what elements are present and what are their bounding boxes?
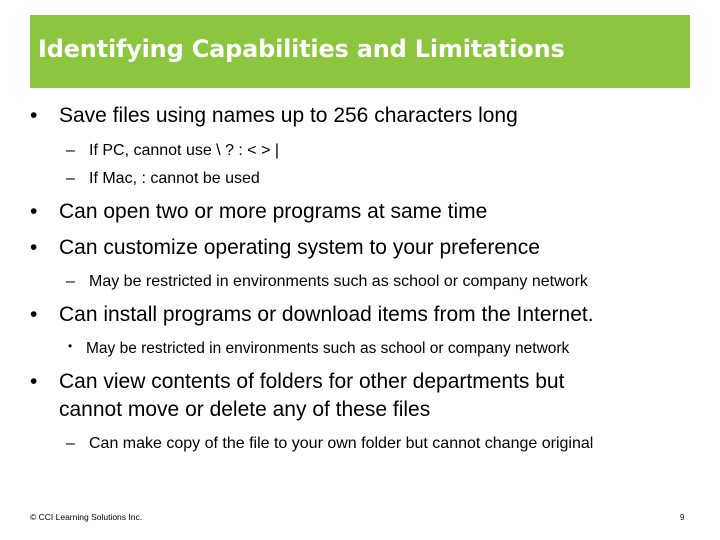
bullet-text: Can install programs or download items from the Internet.: [59, 303, 594, 326]
footer-copyright: © CCI Learning Solutions Inc.: [30, 512, 143, 522]
bullet-marker: •: [30, 303, 38, 326]
sub-bullet-marker: –: [66, 142, 75, 159]
bullet-marker: •: [30, 236, 38, 259]
sub-sub-bullet-marker: •: [68, 339, 73, 353]
page-number: 9: [680, 513, 685, 522]
bullet-marker: •: [30, 104, 38, 127]
bullet-text: Save files using names up to 256 characters long: [59, 104, 518, 127]
bullet-marker: •: [30, 200, 38, 223]
bullet-text-continuation: cannot move or delete any of these files: [59, 398, 431, 421]
bullet-text: Can customize operating system to your preference: [59, 236, 540, 259]
sub-bullet-text: If Mac, : cannot be used: [89, 170, 260, 187]
sub-bullet-marker: –: [66, 170, 75, 187]
title-bar: [30, 15, 690, 88]
sub-bullet-text: If PC, cannot use \ ? : < > |: [89, 142, 280, 159]
bullet-text: Can view contents of folders for other departments but: [59, 370, 565, 393]
bullet-text: Can open two or more programs at same time: [59, 200, 488, 223]
sub-bullet-marker: –: [66, 273, 75, 290]
sub-bullet-text: Can make copy of the file to your own folder but cannot change original: [89, 435, 594, 452]
sub-bullet-text: May be restricted in environments such as school or company network: [89, 273, 588, 290]
slide-title: Identifying Capabilities and Limitations: [38, 35, 565, 63]
sub-bullet-marker: –: [66, 435, 75, 452]
sub-sub-bullet-text: May be restricted in environments such as school or company network: [86, 340, 570, 357]
bullet-marker: •: [30, 370, 38, 393]
